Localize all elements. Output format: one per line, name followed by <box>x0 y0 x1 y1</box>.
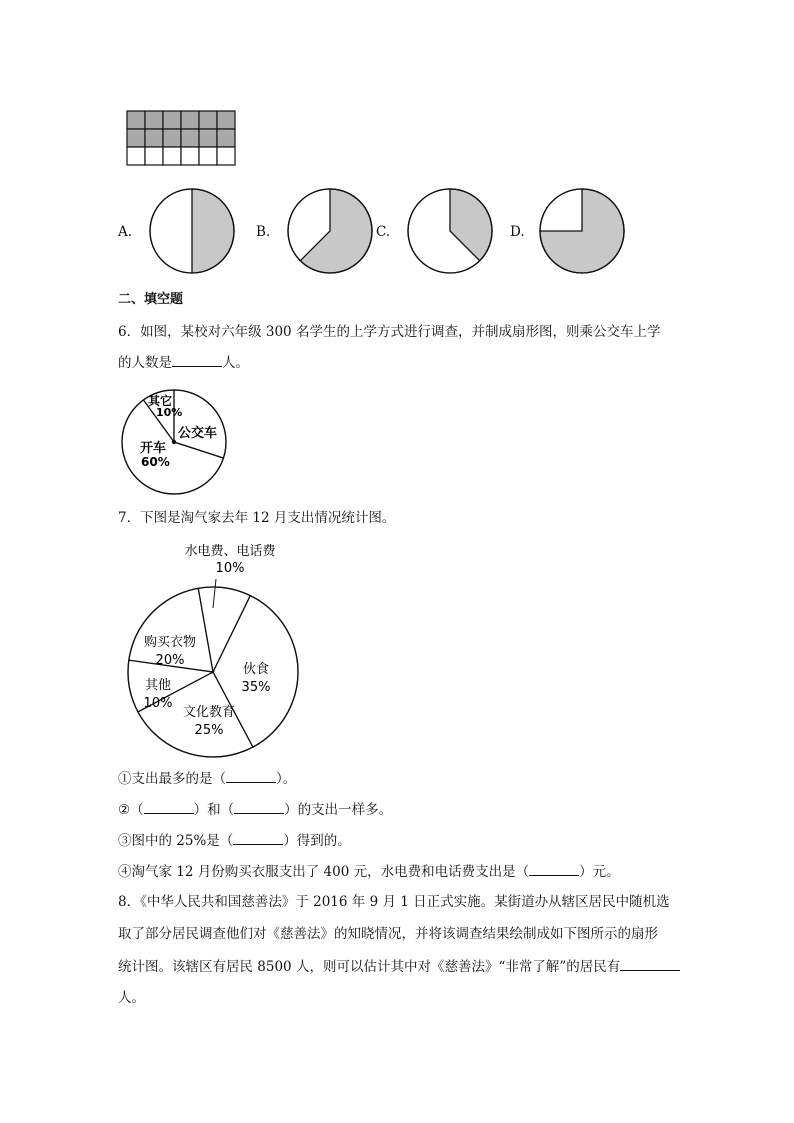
q7-pie-chart <box>118 536 318 762</box>
q7-sub2-c: ）的支出一样多。 <box>284 802 393 818</box>
option-d-pie[interactable] <box>536 186 628 276</box>
q6-line2 <box>118 352 249 373</box>
q7-sub1-prefix: ①支出最多的是（ <box>118 771 226 787</box>
q7-label-food-pct: 35% <box>241 680 271 695</box>
q6-label-bus: 公交车 <box>178 426 218 441</box>
q7-label-other-pct: 10% <box>143 696 173 711</box>
q7-label-clothes: 购买衣物 <box>143 635 197 650</box>
q6-pie-chart <box>118 386 230 498</box>
q6-line2-suffix: 人。 <box>222 355 249 371</box>
q7-sub4-suffix: ）元。 <box>579 864 620 880</box>
grid-cell <box>199 147 217 165</box>
q7-sub3 <box>118 830 351 851</box>
q6-label-car-pct: 60% <box>141 455 170 469</box>
q7-sub2-b: ）和（ <box>193 802 235 818</box>
option-a-pie[interactable] <box>146 186 238 276</box>
q7-sub3-suffix: ）得到的。 <box>283 833 351 849</box>
grid-cell <box>181 147 199 165</box>
grid-cell <box>163 147 181 165</box>
option-b-label: B. <box>256 224 271 240</box>
q7-sub2-blank2[interactable] <box>234 799 284 814</box>
q8-line3-prefix: 统计图。该辖区有居民 8500 人，则可以估计其中对《慈善法》“非常了解”的居民有 <box>118 959 621 975</box>
shaded-grid <box>126 110 238 168</box>
q7-sub4-prefix: ④淘气家 12 月份购买衣服支出了 400 元，水电费和电话费支出是（ <box>118 864 530 880</box>
grid-cell <box>217 111 235 129</box>
grid-cell <box>127 129 145 147</box>
q7-label-education: 文化教育 <box>182 705 236 720</box>
grid-cell <box>181 129 199 147</box>
option-c-pie[interactable] <box>404 186 496 276</box>
q7-sub3-blank[interactable] <box>233 830 283 845</box>
q7-sub2 <box>118 799 392 820</box>
section-title: 二、填空题 <box>118 292 184 307</box>
q7-sub3-prefix: ③图中的 25%是（ <box>118 833 234 849</box>
q7-sub1 <box>118 768 296 789</box>
q8-line4: 人。 <box>118 990 145 1006</box>
grid-cell <box>127 111 145 129</box>
q6-pie-center <box>172 440 176 444</box>
grid-cell <box>145 111 163 129</box>
grid-cell <box>181 111 199 129</box>
q7-label-utilities-pct: 10% <box>215 561 245 576</box>
q7-label-clothes-pct: 20% <box>155 653 185 668</box>
q7-sub4 <box>118 861 620 882</box>
q8-line1: 8．《中华人民共和国慈善法》于 2016 年 9 月 1 日正式实施。某街道办从辖区居民中随机选 <box>118 894 670 910</box>
option-a-label: A. <box>118 224 133 240</box>
q7-sub2-a: ②（ <box>118 802 144 818</box>
q6-line1: 6．如图，某校对六年级 300 名学生的上学方式进行调查，并制成扇形图，则乘公交车上学 <box>118 324 661 340</box>
q8-line3 <box>118 956 680 977</box>
q7-sub2-blank1[interactable] <box>144 799 194 814</box>
q7-sub1-blank[interactable] <box>226 768 276 783</box>
q6-line2-prefix: 的人数是 <box>118 355 172 371</box>
q7-label-education-pct: 25% <box>194 723 224 738</box>
q6-label-car: 开车 <box>140 441 167 456</box>
q6-answer-blank[interactable] <box>172 352 222 367</box>
q7-sub1-suffix: ）。 <box>276 771 297 787</box>
grid-cell <box>199 111 217 129</box>
grid-cell <box>127 147 145 165</box>
q7-sub4-blank[interactable] <box>529 861 579 876</box>
grid-cell <box>217 129 235 147</box>
grid-cell <box>145 129 163 147</box>
option-pie-shaded-slice <box>192 189 234 273</box>
option-b-pie[interactable] <box>284 186 376 276</box>
q8-answer-blank[interactable] <box>620 956 680 971</box>
option-c-label: C. <box>376 224 391 240</box>
grid-cell <box>163 129 181 147</box>
q6-label-other: 其它 <box>148 394 173 408</box>
grid-cell <box>199 129 217 147</box>
q7-label-utilities: 水电费、电话费 <box>184 544 276 559</box>
grid-cell <box>145 147 163 165</box>
q6-label-other-pct: 10% <box>156 406 183 419</box>
q7-label-food: 伙食 <box>242 662 270 677</box>
grid-cell <box>217 147 235 165</box>
option-d-label: D. <box>510 224 525 240</box>
q7-label-other: 其他 <box>144 678 172 693</box>
grid-cell <box>163 111 181 129</box>
q7-intro: 7．下图是淘气家去年 12 月支出情况统计图。 <box>118 510 396 526</box>
q8-line2: 取了部分居民调查他们对《慈善法》的知晓情况，并将该调查结果绘制成如下图所示的扇形 <box>118 926 658 942</box>
